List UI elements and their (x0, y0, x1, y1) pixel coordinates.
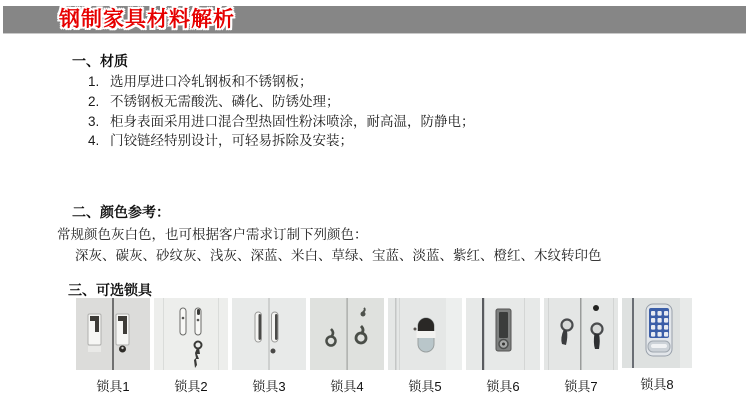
material-item-4-number: 4. (88, 133, 100, 148)
material-item-2-text: 不锈钢板无需酸洗、磷化、防锈处理； (110, 94, 340, 109)
lock-option-1 (76, 298, 150, 395)
lock-option-7 (544, 298, 618, 395)
lock-option-8 (622, 298, 692, 393)
lock-label-5: 锁具5 (408, 379, 442, 394)
section-colors-heading: 二、颜色参考： (72, 204, 170, 220)
lock-photo-8 (622, 298, 692, 368)
section-material-heading: 一、材质 (72, 53, 128, 69)
material-item-2 (88, 90, 340, 110)
lock-label-4: 锁具4 (330, 379, 364, 394)
lock-option-3 (232, 298, 306, 395)
lock-photo-1 (76, 298, 150, 370)
lock-label-1: 锁具1 (96, 379, 130, 394)
material-item-1-text: 选用厚进口冷轧钢板和不锈钢板； (110, 74, 313, 89)
material-item-2-number: 2. (88, 94, 100, 109)
lock-option-2 (154, 298, 228, 395)
lock-photo-3 (232, 298, 306, 370)
material-item-3-number: 3. (88, 114, 100, 129)
lock-option-4 (310, 298, 384, 395)
lock-label-3: 锁具3 (252, 379, 286, 394)
section-locks-heading: 三、可选锁具 (68, 282, 152, 298)
lock-option-6 (466, 298, 540, 395)
material-item-3-text: 柜身表面采用进口混合型热固性粉沫喷涂，耐高温，防静电； (110, 114, 475, 129)
lock-photo-4 (310, 298, 384, 370)
lock-photo-2 (154, 298, 228, 370)
lock-photo-7 (544, 298, 618, 370)
lock-option-5 (388, 298, 462, 395)
material-item-4-text: 门铰链经特别设计，可轻易拆除及安装； (110, 133, 353, 148)
material-item-1 (88, 70, 313, 90)
material-item-4 (88, 129, 353, 149)
page-title: 钢制家具材料解析 (59, 8, 235, 31)
lock-options-row (76, 298, 692, 395)
lock-label-6: 锁具6 (486, 379, 520, 394)
colors-intro-line: 常规颜色灰白色，也可根据客户需求订制下列颜色： (57, 227, 368, 242)
material-item-3 (88, 110, 475, 130)
lock-label-7: 锁具7 (564, 379, 598, 394)
lock-photo-6 (466, 298, 540, 370)
lock-label-2: 锁具2 (174, 379, 208, 394)
header-bar (3, 6, 746, 34)
colors-list-line: 深灰、碳灰、砂纹灰、浅灰、深蓝、米白、草绿、宝蓝、淡蓝、紫红、橙红、木纹转印色 (75, 248, 602, 263)
material-item-1-number: 1. (88, 74, 100, 89)
lock-label-8: 锁具8 (640, 377, 674, 392)
lock-photo-5 (388, 298, 462, 370)
